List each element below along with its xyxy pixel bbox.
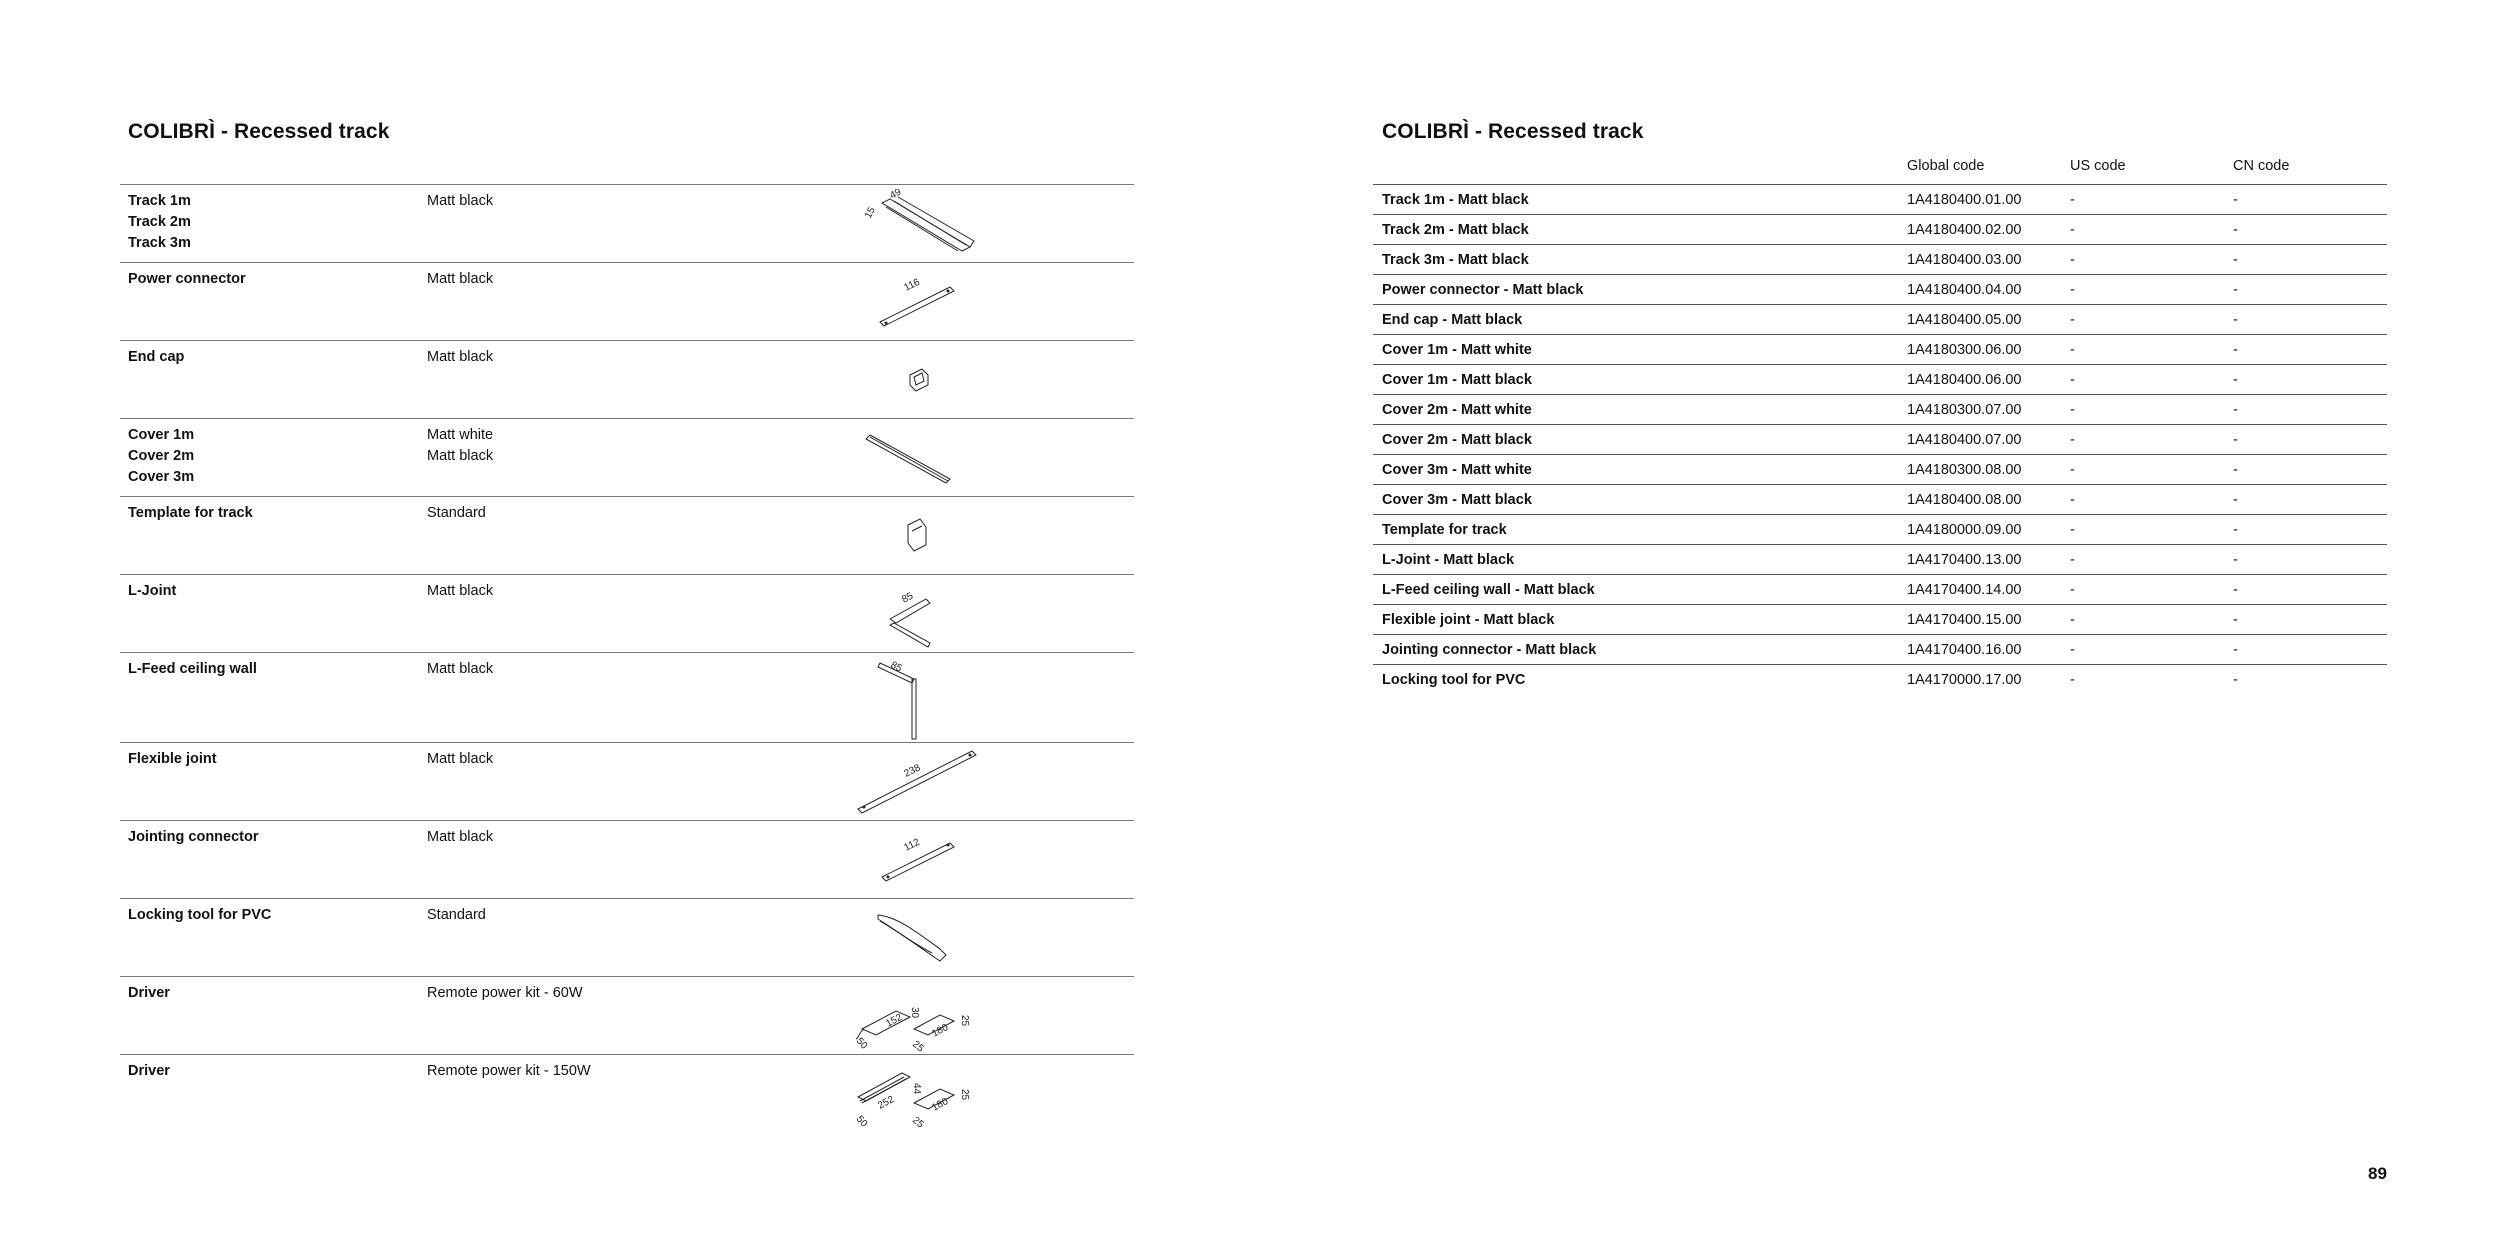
product-finishes [427, 425, 493, 467]
track-drawing [850, 189, 1010, 266]
cn-code: - [2233, 372, 2238, 388]
product-finish: Matt black [427, 193, 494, 209]
catalog-row [120, 976, 1134, 1054]
product-finish: Matt black [427, 751, 494, 767]
code-row [1373, 365, 2387, 395]
catalog-row [120, 652, 1134, 742]
product-name: Track 1m [128, 193, 191, 209]
product-names [128, 191, 191, 254]
product-name: Jointing connector [128, 829, 259, 845]
product-finishes [427, 659, 493, 680]
flexible-joint-drawing [850, 747, 1010, 822]
global-code-header: Global code [1907, 158, 1985, 174]
us-code: - [2070, 582, 2075, 598]
product-finishes [427, 983, 583, 1004]
code-row [1373, 275, 2387, 305]
global-code: 1A4180400.01.00 [1907, 192, 2022, 208]
product-codes-table [1373, 156, 2387, 695]
product-names [128, 827, 259, 848]
us-code: - [2070, 642, 2075, 658]
code-description: End cap - Matt black [1382, 312, 1523, 328]
page-title-left: COLIBRÌ - Recessed track [128, 120, 390, 143]
code-row [1373, 515, 2387, 545]
dimension-label: 112 [902, 836, 922, 854]
product-finishes [427, 827, 493, 848]
cover-drawing [850, 423, 1010, 498]
global-code: 1A4180400.02.00 [1907, 222, 2022, 238]
product-name: Driver [128, 985, 170, 1001]
dimension-label: 152 [884, 1012, 905, 1030]
end-cap-drawing [850, 345, 1010, 420]
cn-code: - [2233, 642, 2238, 658]
l-feed-drawing [850, 657, 1010, 746]
catalog-row [120, 340, 1134, 418]
code-description: Template for track [1382, 522, 1507, 538]
driver-60w-drawing [850, 981, 1010, 1058]
template-drawing [850, 501, 1010, 576]
us-code: - [2070, 492, 2075, 508]
global-code: 1A4180400.03.00 [1907, 252, 2022, 268]
dimension-label: 180 [930, 1022, 951, 1040]
code-description: Cover 1m - Matt white [1382, 342, 1532, 358]
code-description: Track 3m - Matt black [1382, 252, 1529, 268]
product-finishes [427, 269, 493, 290]
dimension-label: 252 [876, 1094, 897, 1112]
us-code: - [2070, 552, 2075, 568]
product-names [128, 269, 246, 290]
product-names [128, 905, 271, 926]
code-description: Track 2m - Matt black [1382, 222, 1529, 238]
global-code: 1A4170400.14.00 [1907, 582, 2022, 598]
dimension-label: 50 [853, 1035, 870, 1052]
cn-code: - [2233, 522, 2238, 538]
dimension-label: 85 [900, 590, 916, 606]
us-code: - [2070, 342, 2075, 358]
cn-code: - [2233, 252, 2238, 268]
code-row [1373, 545, 2387, 575]
catalog-row [120, 898, 1134, 976]
global-code: 1A4180400.04.00 [1907, 282, 2022, 298]
product-finishes [427, 347, 493, 368]
power-connector-drawing [850, 267, 1010, 342]
catalog-row [120, 1054, 1134, 1132]
product-finish: Matt black [427, 583, 494, 599]
product-names [128, 503, 253, 524]
code-row [1373, 635, 2387, 665]
code-row [1373, 185, 2387, 215]
product-names [128, 425, 194, 488]
page-title-right: COLIBRÌ - Recessed track [1382, 120, 1644, 143]
codes-table-header [1373, 156, 2387, 184]
dimension-label: 85 [888, 659, 904, 675]
code-description: Locking tool for PVC [1382, 672, 1526, 688]
global-code: 1A4180400.05.00 [1907, 312, 2022, 328]
us-code: - [2070, 312, 2075, 328]
product-name: Cover 1m [128, 427, 195, 443]
dimension-label: 50 [853, 1113, 870, 1130]
product-names [128, 1061, 170, 1082]
cn-code: - [2233, 222, 2238, 238]
product-name: End cap [128, 349, 185, 365]
cn-code: - [2233, 672, 2238, 688]
cn-code: - [2233, 612, 2238, 628]
code-description: Jointing connector - Matt black [1382, 642, 1597, 658]
cn-code: - [2233, 402, 2238, 418]
global-code: 1A4180300.06.00 [1907, 342, 2022, 358]
code-row [1373, 245, 2387, 275]
global-code: 1A4180300.07.00 [1907, 402, 2022, 418]
codes-table-body [1373, 185, 2387, 695]
global-code: 1A4180000.09.00 [1907, 522, 2022, 538]
cn-code-header: CN code [2233, 158, 2290, 174]
us-code: - [2070, 192, 2075, 208]
dimension-label: 15 [862, 205, 878, 221]
dimension-label: 44 [911, 1083, 922, 1095]
us-code: - [2070, 372, 2075, 388]
product-names [128, 581, 176, 602]
l-joint-drawing [850, 579, 1010, 654]
us-code: - [2070, 282, 2075, 298]
global-code: 1A4170400.16.00 [1907, 642, 2022, 658]
product-finish: Matt black [427, 349, 494, 365]
catalog-row [120, 184, 1134, 262]
code-row [1373, 455, 2387, 485]
product-name: Template for track [128, 505, 253, 521]
code-description: Cover 2m - Matt black [1382, 432, 1532, 448]
product-finish: Remote power kit - 60W [427, 985, 583, 1001]
cn-code: - [2233, 192, 2238, 208]
code-row [1373, 485, 2387, 515]
code-row [1373, 665, 2387, 695]
code-row [1373, 215, 2387, 245]
code-description: Cover 3m - Matt white [1382, 462, 1532, 478]
code-row [1373, 605, 2387, 635]
code-row [1373, 425, 2387, 455]
catalog-row [120, 574, 1134, 652]
product-names [128, 659, 257, 680]
catalog-row [120, 418, 1134, 496]
code-description: Flexible joint - Matt black [1382, 612, 1555, 628]
product-finishes [427, 503, 486, 524]
product-name: Track 3m [128, 235, 191, 251]
catalog-row [120, 742, 1134, 820]
product-finishes [427, 581, 493, 602]
code-description: Track 1m - Matt black [1382, 192, 1529, 208]
cn-code: - [2233, 492, 2238, 508]
product-finishes [427, 1061, 591, 1082]
global-code: 1A4170400.15.00 [1907, 612, 2022, 628]
jointing-connector-drawing [850, 825, 1010, 900]
dimension-label: 49 [888, 189, 904, 202]
dimension-label: 25 [959, 1089, 970, 1101]
code-description: L-Feed ceiling wall - Matt black [1382, 582, 1595, 598]
driver-150w-drawing [850, 1059, 1010, 1136]
locking-tool-drawing [850, 903, 1010, 978]
us-code: - [2070, 612, 2075, 628]
product-finish: Matt black [427, 829, 494, 845]
cn-code: - [2233, 342, 2238, 358]
product-finish: Remote power kit - 150W [427, 1063, 591, 1079]
cn-code: - [2233, 582, 2238, 598]
code-row [1373, 395, 2387, 425]
cn-code: - [2233, 282, 2238, 298]
product-finishes [427, 905, 486, 926]
us-code: - [2070, 462, 2075, 478]
product-catalog-table [120, 184, 1134, 1132]
code-row [1373, 305, 2387, 335]
us-code-header: US code [2070, 158, 2126, 174]
catalog-row [120, 496, 1134, 574]
product-names [128, 983, 170, 1004]
code-description: L-Joint - Matt black [1382, 552, 1515, 568]
global-code: 1A4170000.17.00 [1907, 672, 2022, 688]
code-description: Power connector - Matt black [1382, 282, 1584, 298]
global-code: 1A4180300.08.00 [1907, 462, 2022, 478]
cn-code: - [2233, 552, 2238, 568]
cn-code: - [2233, 312, 2238, 328]
dimension-label: 238 [902, 762, 923, 780]
dimension-label: 30 [909, 1007, 920, 1019]
product-name: Locking tool for PVC [128, 907, 272, 923]
page-number: 89 [2368, 1164, 2387, 1183]
global-code: 1A4180400.06.00 [1907, 372, 2022, 388]
catalog-row [120, 262, 1134, 340]
product-names [128, 749, 217, 770]
global-code: 1A4180400.07.00 [1907, 432, 2022, 448]
product-name: Cover 3m [128, 469, 195, 485]
us-code: - [2070, 222, 2075, 238]
product-name: Power connector [128, 271, 246, 287]
global-code: 1A4180400.08.00 [1907, 492, 2022, 508]
us-code: - [2070, 252, 2075, 268]
product-name: Track 2m [128, 214, 191, 230]
code-description: Cover 2m - Matt white [1382, 402, 1532, 418]
us-code: - [2070, 672, 2075, 688]
dimension-label: 180 [930, 1096, 951, 1114]
dimension-label: 25 [910, 1114, 926, 1131]
product-name: Flexible joint [128, 751, 217, 767]
cn-code: - [2233, 462, 2238, 478]
us-code: - [2070, 402, 2075, 418]
dimension-label: 116 [902, 276, 922, 294]
product-finish: Matt white [427, 427, 494, 443]
product-name: Cover 2m [128, 448, 195, 464]
code-description: Cover 3m - Matt black [1382, 492, 1532, 508]
catalog-row [120, 820, 1134, 898]
product-finish: Matt black [427, 271, 494, 287]
product-finishes [427, 191, 493, 212]
code-row [1373, 575, 2387, 605]
global-code: 1A4170400.13.00 [1907, 552, 2022, 568]
product-names [128, 347, 184, 368]
product-finish: Matt black [427, 448, 494, 464]
product-finish: Standard [427, 505, 486, 521]
product-finish: Matt black [427, 661, 494, 677]
product-name: Driver [128, 1063, 170, 1079]
cn-code: - [2233, 432, 2238, 448]
code-row [1373, 335, 2387, 365]
product-finish: Standard [427, 907, 486, 923]
product-name: L-Feed ceiling wall [128, 661, 257, 677]
us-code: - [2070, 522, 2075, 538]
code-description: Cover 1m - Matt black [1382, 372, 1532, 388]
product-name: L-Joint [128, 583, 177, 599]
product-finishes [427, 749, 493, 770]
dimension-label: 25 [910, 1038, 926, 1053]
us-code: - [2070, 432, 2075, 448]
dimension-label: 25 [959, 1015, 970, 1027]
